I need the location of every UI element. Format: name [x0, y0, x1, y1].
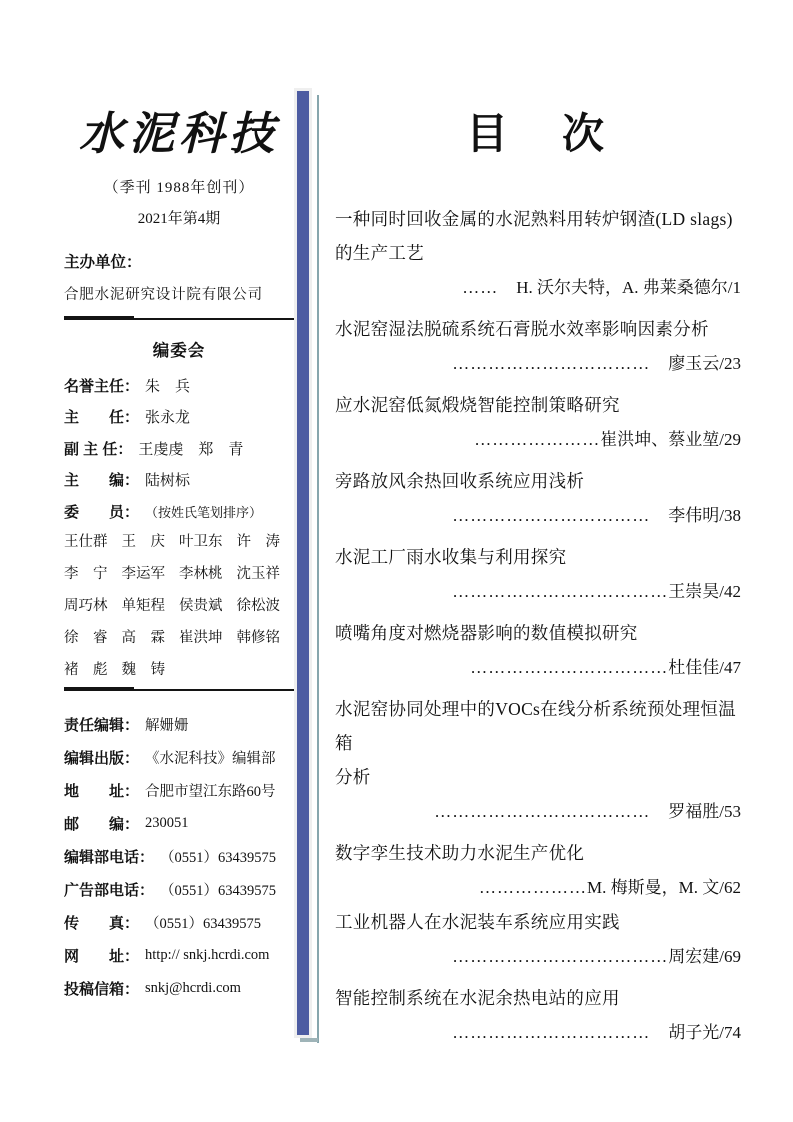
- info-value: 《水泥科技》编辑部: [145, 751, 276, 767]
- left-column: [64, 84, 294, 1005]
- toc-entry: [335, 981, 741, 1050]
- info-row: [64, 939, 294, 972]
- toc-entry: [335, 312, 741, 381]
- info-label: 编辑出版：: [64, 750, 140, 767]
- dot-leader: ………………………………: [434, 802, 669, 822]
- divider-shadow-line: [317, 95, 319, 1043]
- member-name: 王仕群: [64, 534, 108, 550]
- info-label: 广告部电话：: [64, 882, 155, 899]
- toc-entry: [335, 905, 741, 974]
- info-value: 合肥市望江东路60号: [145, 784, 276, 800]
- article-byline: [335, 270, 741, 305]
- role-value: 陆树标: [145, 473, 191, 490]
- article-page: /74: [719, 1023, 741, 1043]
- info-value: 230051: [145, 815, 189, 831]
- article-title: 数字孪生技术助力水泥生产优化: [335, 843, 585, 864]
- member-name: 高 霖: [121, 630, 165, 646]
- article-byline: [335, 346, 741, 381]
- role-row: [64, 433, 294, 465]
- contents-heading: 目 次: [465, 112, 610, 158]
- toc-entry: [335, 616, 741, 685]
- info-label: 责任编辑：: [64, 717, 140, 734]
- editorial-board-roles: [64, 370, 294, 528]
- member-name: 崔洪坤: [179, 630, 223, 646]
- info-label: 地 址：: [64, 783, 140, 800]
- toc-entry: [335, 692, 741, 829]
- role-value: 朱 兵: [145, 378, 191, 395]
- article-page: /38: [719, 506, 741, 526]
- journal-issue: 2021年第4期: [137, 210, 221, 227]
- dot-leader: ……………………………: [452, 506, 669, 526]
- member-name: 许 涛: [236, 534, 280, 550]
- info-row: [64, 708, 294, 741]
- member-name: 周巧林: [64, 598, 108, 614]
- article-page: /23: [719, 354, 741, 374]
- article-authors: H. 沃尔夫特，A. 弗莱桑德尔: [516, 278, 728, 298]
- article-title: 一种同时回收金属的水泥熟料用转炉钢渣(LD slags): [335, 209, 733, 230]
- article-byline: [335, 870, 741, 905]
- publication-info: [64, 708, 294, 1005]
- dot-leader: …………………: [474, 430, 601, 450]
- role-label: 主 编：: [64, 472, 140, 490]
- role-label: 委 员：: [64, 503, 140, 521]
- article-page: /47: [719, 658, 741, 678]
- dot-leader: ……………………………: [470, 658, 669, 678]
- article-title: 水泥窑湿法脱硫系统石膏脱水效率影响因素分析: [335, 319, 709, 340]
- divider-blue-bar: [294, 88, 312, 1038]
- horizontal-rule: [64, 318, 294, 320]
- member-name: 叶卫东: [179, 534, 223, 550]
- member-name: 褚 彪: [64, 662, 108, 678]
- toc-entry: [335, 388, 741, 457]
- article-title: 应水泥窑低氮煅烧智能控制策略研究: [335, 395, 620, 416]
- info-value: （0551）63439575: [160, 883, 277, 899]
- article-authors: 胡子光: [668, 1023, 720, 1043]
- toc-entry: [335, 540, 741, 609]
- toc-entry: [335, 464, 741, 533]
- dot-leader: ………………………………: [452, 947, 669, 967]
- dot-leader: ………………: [479, 878, 588, 898]
- article-page: /69: [719, 947, 741, 967]
- article-title-line2: 的生产工艺: [335, 243, 424, 264]
- member-name: 李 宁: [64, 566, 108, 582]
- member-name: 徐松波: [236, 598, 280, 614]
- member-name: 韩修铭: [236, 630, 280, 646]
- article-page: /29: [719, 430, 741, 450]
- organizer-label: 主办单位：: [64, 253, 142, 271]
- article-title: 喷嘴角度对燃烧器影响的数值模拟研究: [335, 623, 638, 644]
- article-byline: [335, 1015, 741, 1050]
- member-name: 李运军: [121, 566, 165, 582]
- article-page: /53: [719, 802, 741, 822]
- article-authors: 罗福胜: [668, 802, 720, 822]
- email-address: snkj@hcrdi.com: [145, 980, 241, 996]
- role-row: [64, 496, 294, 528]
- dot-leader: ……: [462, 278, 517, 298]
- article-authors: 王崇昊: [668, 582, 720, 602]
- website-url: http:// snkj.hcrdi.com: [145, 947, 270, 963]
- toc-list: [335, 202, 741, 1050]
- member-name: 侯贵斌: [179, 598, 223, 614]
- info-row: [64, 741, 294, 774]
- role-value: 王虔虔 郑 青: [138, 441, 244, 458]
- info-label: 投稿信箱：: [64, 981, 140, 998]
- article-title: 工业机器人在水泥装车系统应用实践: [335, 912, 620, 933]
- role-row: [64, 401, 294, 433]
- contents-column: [335, 112, 741, 1057]
- info-row: [64, 807, 294, 840]
- role-label: 名誉主任：: [64, 377, 140, 395]
- info-row: [64, 906, 294, 939]
- role-label: 副 主 任：: [64, 440, 133, 458]
- article-byline: [335, 422, 741, 457]
- journal-subtitle: （季刊 1988年创刊）: [103, 179, 255, 196]
- info-row: [64, 972, 294, 1005]
- info-label: 邮 编：: [64, 816, 140, 833]
- info-label: 编辑部电话：: [64, 849, 155, 866]
- article-title: 智能控制系统在水泥余热电站的应用: [335, 988, 620, 1009]
- info-row: [64, 840, 294, 873]
- editorial-board-heading: 编委会: [152, 341, 206, 360]
- toc-entry: [335, 836, 741, 905]
- info-row: [64, 774, 294, 807]
- member-name: 单矩程: [121, 598, 165, 614]
- article-byline: [335, 794, 741, 829]
- info-value: （0551）63439575: [145, 916, 262, 932]
- role-value: 张永龙: [145, 410, 191, 427]
- committee-members-grid: [64, 530, 294, 679]
- organizer-name: 合肥水泥研究设计院有限公司: [64, 286, 263, 303]
- horizontal-rule: [64, 689, 294, 691]
- member-name: 魏 铸: [121, 662, 165, 678]
- info-label: 传 真：: [64, 915, 140, 932]
- article-page: /42: [719, 582, 741, 602]
- article-byline: [335, 574, 741, 609]
- vertical-divider: [294, 88, 322, 1038]
- article-authors: 廖玉云: [668, 354, 720, 374]
- info-value: （0551）63439575: [160, 850, 277, 866]
- article-authors: 崔洪坤、蔡业堃: [600, 430, 720, 450]
- article-title: 旁路放风余热回收系统应用浅析: [335, 471, 585, 492]
- journal-title: 水泥科技: [78, 109, 279, 159]
- info-row: [64, 873, 294, 906]
- role-row: [64, 370, 294, 402]
- role-row: [64, 464, 294, 496]
- article-authors: M. 梅斯曼，M. 文: [587, 878, 720, 898]
- article-authors: 杜佳佳: [668, 658, 720, 678]
- member-name: 沈玉祥: [236, 566, 280, 582]
- role-value: （按姓氏笔划排序）: [145, 504, 263, 520]
- info-label: 网 址：: [64, 948, 140, 965]
- article-byline: [335, 498, 741, 533]
- dot-leader: ………………………………: [452, 582, 669, 602]
- dot-leader: ……………………………: [452, 1023, 669, 1043]
- article-byline: [335, 939, 741, 974]
- article-title: 水泥窑协同处理中的VOCs在线分析系统预处理恒温箱: [335, 699, 736, 754]
- article-byline: [335, 650, 741, 685]
- toc-entry: [335, 202, 741, 305]
- divider-bottom-shadow: [300, 1038, 318, 1042]
- article-title-line2: 分析: [335, 767, 371, 788]
- article-page: /62: [719, 878, 741, 898]
- dot-leader: ……………………………: [452, 354, 669, 374]
- member-name: 李林桃: [179, 566, 223, 582]
- article-title: 水泥工厂雨水收集与利用探究: [335, 547, 567, 568]
- member-name: 王 庆: [121, 534, 165, 550]
- member-name: 徐 睿: [64, 630, 108, 646]
- article-page: /1: [727, 278, 741, 298]
- role-label: 主 任：: [64, 409, 140, 427]
- article-authors: 周宏建: [668, 947, 720, 967]
- info-value: 解姗姗: [145, 718, 189, 734]
- article-authors: 李伟明: [668, 506, 720, 526]
